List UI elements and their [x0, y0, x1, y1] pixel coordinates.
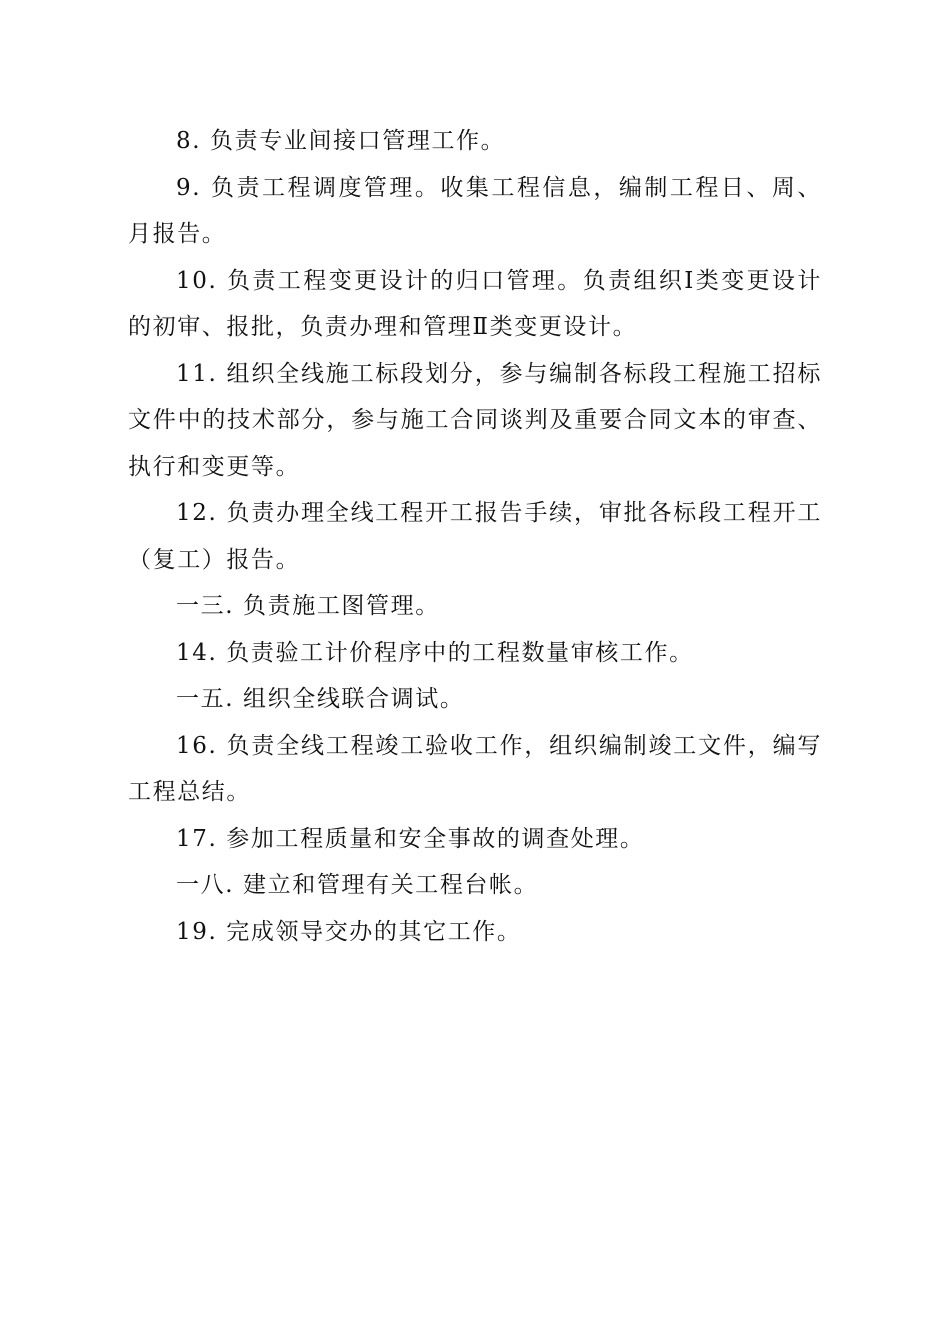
- paragraph-item-19: 19. 完成领导交办的其它工作。: [176, 918, 522, 945]
- paragraph-item-8: 8. 负责专业间接口管理工作。: [176, 128, 506, 154]
- paragraph-item-12: 12. 负责办理全线工程开工报告手续，审批各标段工程开工（复工）报告。: [128, 500, 822, 573]
- paragraph-item-15: 一五. 组织全线联合调试。: [176, 686, 465, 712]
- document-body: [128, 118, 822, 955]
- paragraph-item-18: 一八. 建立和管理有关工程台帐。: [176, 872, 539, 898]
- paragraph-item-10: 10. 负责工程变更设计的归口管理。负责组织Ⅰ类变更设计的初审、报批，负责办理和管理Ⅱ类变更设计。: [128, 267, 822, 340]
- paragraph-item-17: 17. 参加工程质量和安全事故的调查处理。: [176, 825, 645, 852]
- paragraph-item-14: 14. 负责验工计价程序中的工程数量审核工作。: [176, 639, 694, 666]
- paragraph-item-9: 9. 负责工程调度管理。收集工程信息，编制工程日、周、月报告。: [128, 174, 822, 247]
- paragraph-item-13: 一三. 负责施工图管理。: [176, 593, 440, 619]
- paragraph-item-16: 16. 负责全线工程竣工验收工作，组织编制竣工文件，编写工程总结。: [128, 732, 822, 805]
- paragraph-item-11: 11. 组织全线施工标段划分，参与编制各标段工程施工招标文件中的技术部分，参与施工合同谈判及重要合同文本的审查、执行和变更等。: [128, 360, 822, 480]
